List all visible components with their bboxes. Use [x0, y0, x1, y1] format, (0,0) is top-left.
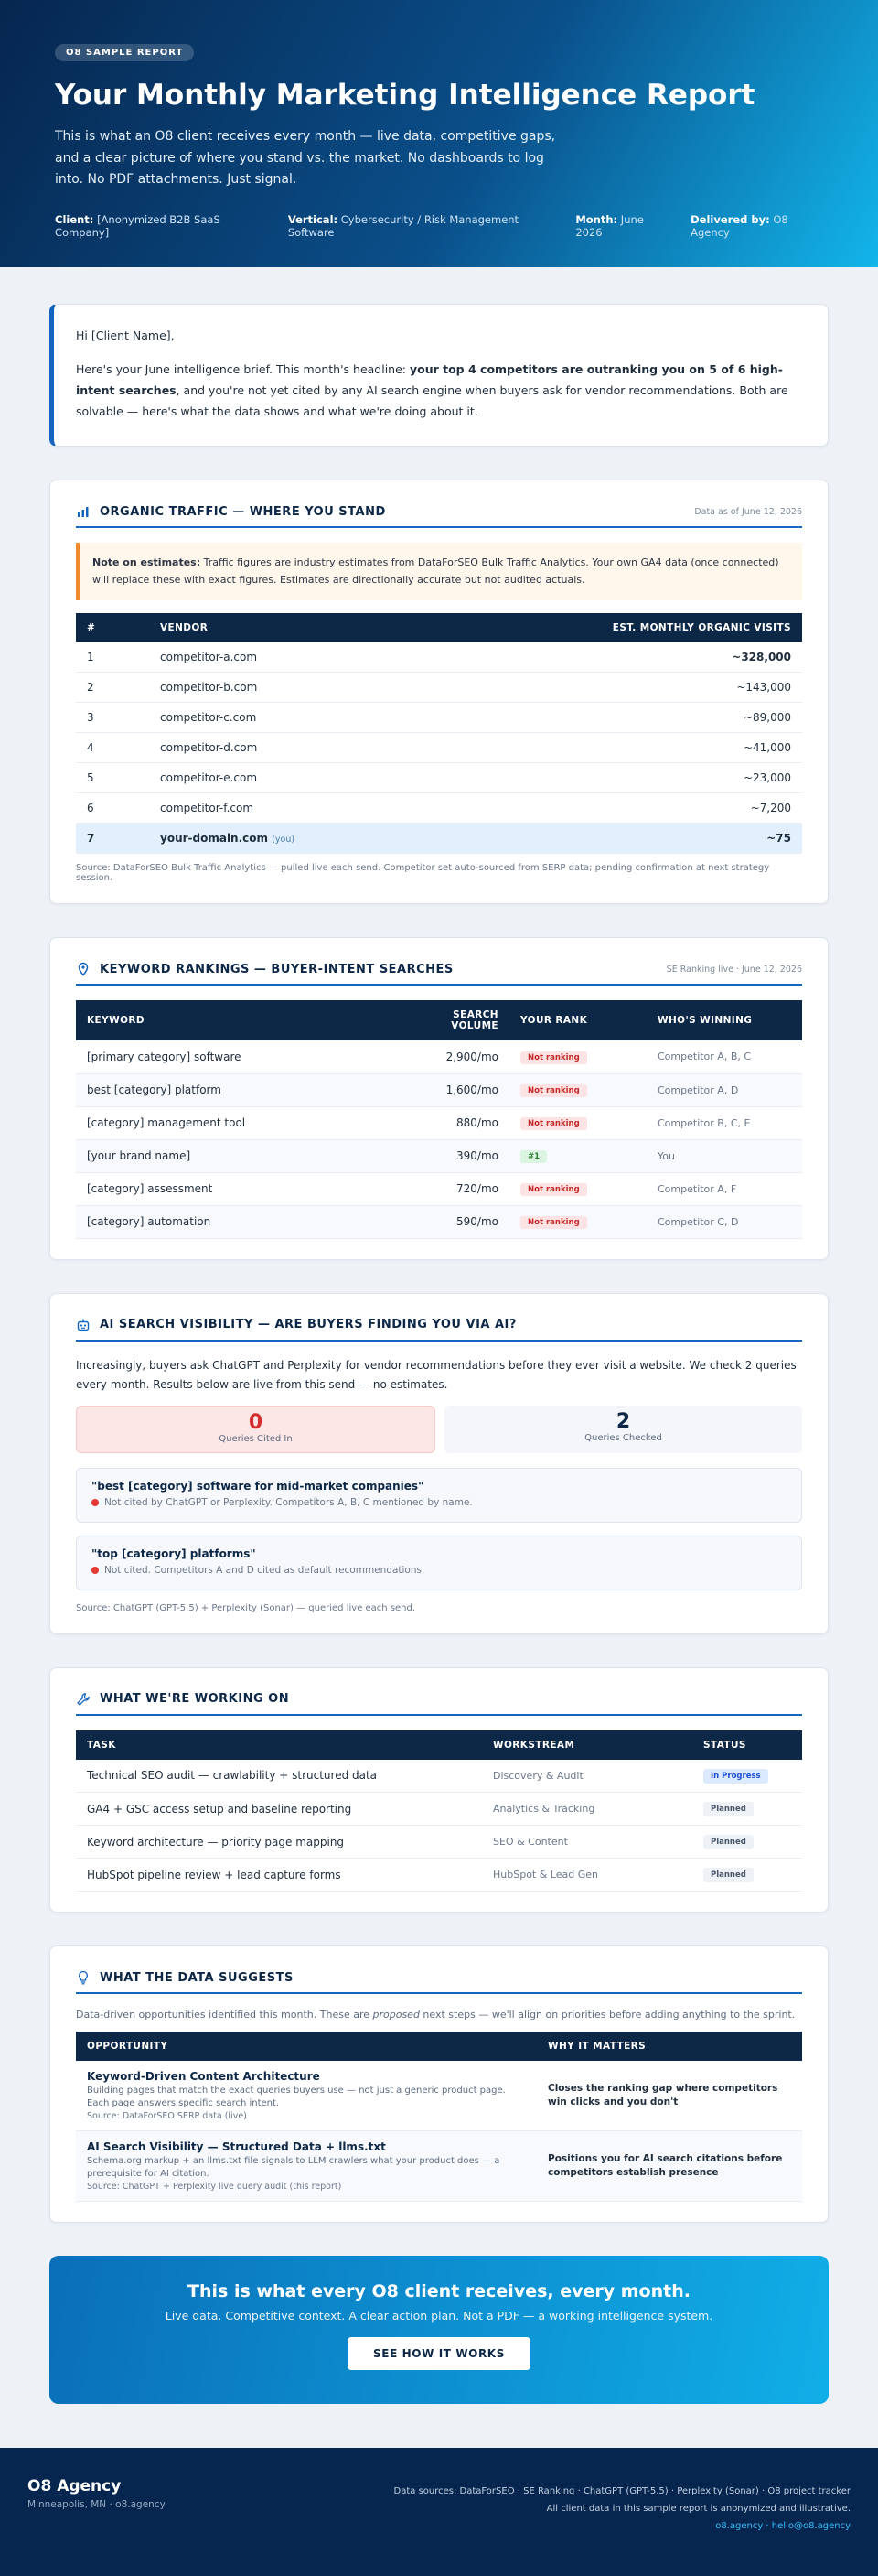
section-date: Data as of June 12, 2026 [694, 506, 802, 517]
ai-stats [76, 1406, 802, 1453]
table-row: Keyword architecture — priority page mapping SEO & Content Planned [76, 1826, 802, 1859]
column-header: EST. MONTHLY ORGANIC VISITS [435, 613, 802, 642]
table-row: [category] assessment 720/mo Not ranking Competitor A, F [76, 1172, 802, 1205]
table-row: [category] management tool 880/mo Not ranking Competitor B, C, E [76, 1106, 802, 1139]
your-domain-row: 7 your-domain.com (you) ~75 [76, 824, 802, 854]
footer-location: Minneapolis, MN · o8.agency [27, 2499, 166, 2510]
letter-body: Here's your June intelligence brief. This month's headline: your top 4 competitors are outranking you on 5 of 6 high-intent searches, and you're not yet cited by any AI search engine when buyers ask for vendor recommendations. Both are solvable — here's what the data shows and what we're doing about it. [76, 362, 788, 419]
query-outcome: Not cited. Competitors A and D cited as default recommendations. [104, 1564, 425, 1576]
column-header: WHY IT MATTERS [537, 2032, 802, 2061]
wrench-icon [76, 1692, 91, 1707]
rank-badge: Not ranking [520, 1051, 587, 1064]
stat-checked: 2 Queries Checked [444, 1406, 802, 1453]
status-badge: Planned [703, 1802, 754, 1816]
rank-badge: Not ranking [520, 1216, 587, 1229]
rank-badge: Not ranking [520, 1084, 587, 1097]
table-row: GA4 + GSC access setup and baseline reporting Analytics & Tracking Planned [76, 1793, 802, 1826]
table-row: 6 competitor-f.com ~7,200 [76, 793, 802, 824]
letter-headline: your top 4 competitors are outranking you on 5 of 6 high-intent searches [76, 362, 783, 398]
header-intro: This is what an O8 client receives every month — live data, competitive gaps, and a clear picture of where you stand vs. the market. No dashboards to log into. No PDF attachments. Just signal. [55, 128, 556, 188]
table-row: [category] automation 590/mo Not ranking Competitor C, D [76, 1205, 802, 1238]
query-result [76, 1536, 802, 1590]
intro-letter [49, 304, 829, 447]
map-pin-icon [76, 962, 91, 976]
query-result [76, 1468, 802, 1523]
opportunity-table [76, 2032, 802, 2202]
table-row: AI Search Visibility — Structured Data + llms.txt Schema.org markup + an llms.txt file signals to LLM crawlers what your product does — a prerequisite for AI citation. Source: ChatGPT + Perplexity live query audit (this report) Positions you for AI search citations before competitors establish presence [76, 2131, 802, 2202]
cta-subtitle: Live data. Competitive context. A clear action plan. Not a PDF — a working intelligence system. [165, 2309, 713, 2323]
source-note: Source: DataForSEO Bulk Traffic Analytics — pulled live each send. Competitor set auto-sourced from SERP data; pending confirmation at next strategy session. [76, 863, 770, 883]
sample-report-badge: O8 SAMPLE REPORT [55, 44, 194, 61]
report-meta [55, 213, 823, 239]
opportunity-title: Keyword-Driven Content Architecture [87, 2070, 320, 2083]
column-header: STATUS [692, 1730, 802, 1760]
section-header [76, 1692, 802, 1716]
column-header: TASK [76, 1730, 482, 1760]
section-date: SE Ranking live · June 12, 2026 [666, 964, 802, 975]
meta-vertical: Vertical: Cybersecurity / Risk Management Software [287, 213, 519, 240]
section-title: WHAT WE'RE WORKING ON [100, 1692, 290, 1706]
suggestions-intro: Data-driven opportunities identified this month. These are proposed next steps — we'll align on priorities before adding anything to the sprint. [76, 2009, 796, 2021]
organic-traffic-section [49, 480, 829, 904]
keyword-table [76, 1000, 802, 1239]
letter-greeting: Hi [Client Name], [76, 329, 175, 342]
table-row: best [category] platform 1,600/mo Not ranking Competitor A, D [76, 1073, 802, 1106]
see-how-it-works-button[interactable]: SEE HOW IT WORKS [348, 2337, 530, 2370]
table-row: Keyword-Driven Content Architecture Building pages that match the exact queries buyers use — not just a generic product page. Each page answers specific search intent. Source: DataForSEO SERP data (live) Closes the ranking gap where competitors win clicks and you don't [76, 2061, 802, 2131]
status-badge: In Progress [703, 1769, 768, 1784]
you-tag: (you) [272, 835, 295, 845]
keyword-rankings-section [49, 937, 829, 1260]
not-cited-dot-icon [91, 1567, 99, 1574]
lightbulb-icon [76, 1970, 91, 1985]
column-header: YOUR RANK [509, 1000, 647, 1040]
traffic-table [76, 613, 802, 855]
cta-title: This is what every O8 client receives, every month. [187, 2281, 691, 2301]
column-header: OPPORTUNITY [76, 2032, 537, 2061]
estimates-note: Note on estimates: Traffic figures are industry estimates from DataForSEO Bulk Traffic Analytics. Your own GA4 data (once connected) will replace these with exact figures. Estimates are directionally accurate but not audited actuals. [76, 543, 802, 600]
opportunity-title: AI Search Visibility — Structured Data + llms.txt [87, 2140, 386, 2153]
column-header: # [76, 613, 149, 642]
meta-delivered-by: Delivered by: O8 Agency [691, 213, 788, 240]
status-badge: Planned [703, 1868, 754, 1882]
meta-month: Month: June 2026 [575, 213, 644, 240]
footer-disclaimer: All client data in this sample report is anonymized and illustrative. [546, 2504, 851, 2514]
section-header [76, 1318, 802, 1342]
query-outcome: Not cited by ChatGPT or Perplexity. Competitors A, B, C mentioned by name. [104, 1496, 473, 1508]
work-table [76, 1730, 802, 1892]
rank-badge: Not ranking [520, 1117, 587, 1130]
status-badge: Planned [703, 1835, 754, 1849]
suggestions-section [49, 1945, 829, 2223]
ai-visibility-section [49, 1293, 829, 1634]
table-row: 1 competitor-a.com ~328,000 [76, 642, 802, 673]
table-row: [your brand name] 390/mo #1 You [76, 1139, 802, 1172]
section-header [76, 504, 802, 528]
why-it-matters: Closes the ranking gap where competitors win clicks and you don't [537, 2061, 802, 2131]
bar-chart-icon [76, 504, 91, 519]
table-row: 3 competitor-c.com ~89,000 [76, 703, 802, 733]
column-header: VENDOR [149, 613, 435, 642]
footer-brand: O8 Agency [27, 2477, 122, 2495]
report-header [0, 0, 878, 267]
footer-sources: Data sources: DataForSEO · SE Ranking · ChatGPT (GPT-5.5) · Perplexity (Sonar) · O8 project tracker [393, 2486, 851, 2496]
meta-client: Client: [Anonymized B2B SaaS Company] [55, 213, 220, 240]
ai-intro: Increasingly, buyers ask ChatGPT and Perplexity for vendor recommendations before they ever visit a website. We check 2 queries every month. Results below are live from this send — no estimates. [76, 1358, 797, 1391]
table-row: Technical SEO audit — crawlability + structured data Discovery & Audit In Progress [76, 1760, 802, 1793]
stat-cited: 0 Queries Cited In [76, 1406, 435, 1453]
query-text: "top [category] platforms" [91, 1547, 256, 1560]
table-row: 2 competitor-b.com ~143,000 [76, 673, 802, 703]
cta-banner [49, 2256, 829, 2404]
query-text: "best [category] software for mid-market companies" [91, 1479, 424, 1493]
not-cited-dot-icon [91, 1499, 99, 1506]
rank-badge: Not ranking [520, 1183, 587, 1196]
rank-badge: #1 [520, 1150, 547, 1163]
section-header [76, 1970, 802, 1994]
report-body [0, 267, 878, 2404]
section-title: KEYWORD RANKINGS — BUYER-INTENT SEARCHES [100, 962, 454, 976]
work-section [49, 1667, 829, 1913]
why-it-matters: Positions you for AI search citations before competitors establish presence [537, 2131, 802, 2202]
section-header [76, 962, 802, 986]
column-header: WHO'S WINNING [647, 1000, 802, 1040]
section-title: AI SEARCH VISIBILITY — ARE BUYERS FINDING YOU VIA AI? [100, 1318, 517, 1331]
column-header: WORKSTREAM [482, 1730, 692, 1760]
column-header: SEARCH VOLUME [400, 1000, 509, 1040]
table-row: 5 competitor-e.com ~23,000 [76, 763, 802, 793]
table-row: HubSpot pipeline review + lead capture forms HubSpot & Lead Gen Planned [76, 1859, 802, 1892]
footer-links[interactable]: o8.agency · hello@o8.agency [715, 2521, 851, 2531]
column-header: KEYWORD [76, 1000, 400, 1040]
page-title: Your Monthly Marketing Intelligence Report [55, 79, 755, 112]
section-title: WHAT THE DATA SUGGESTS [100, 1970, 294, 1985]
table-row: [primary category] software 2,900/mo Not ranking Competitor A, B, C [76, 1040, 802, 1073]
source-note: Source: ChatGPT (GPT-5.5) + Perplexity (Sonar) — queried live each send. [76, 1602, 416, 1613]
table-row: 4 competitor-d.com ~41,000 [76, 733, 802, 763]
section-title: ORGANIC TRAFFIC — WHERE YOU STAND [100, 504, 386, 519]
footer [0, 2448, 878, 2576]
robot-icon [76, 1318, 91, 1332]
